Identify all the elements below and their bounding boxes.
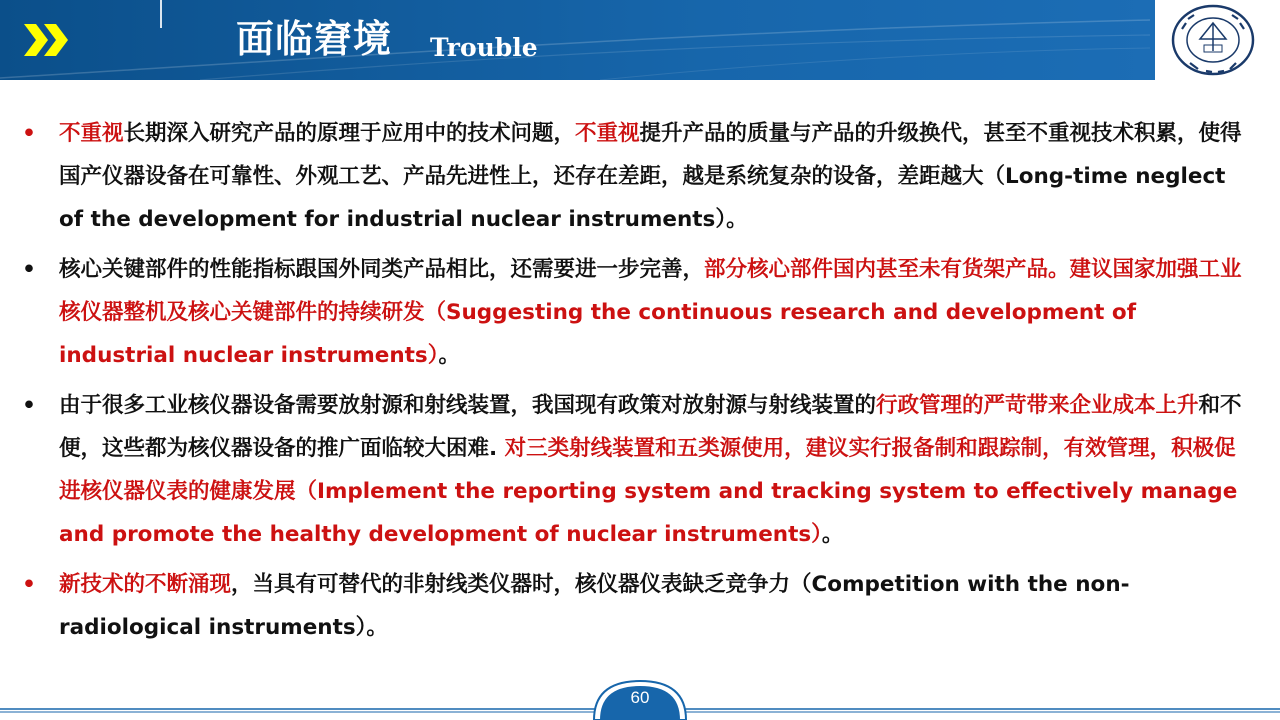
highlighted-text: 不重视 bbox=[575, 121, 640, 146]
highlighted-text: 不重视 bbox=[59, 121, 124, 146]
body-text: ，当具有可替代的非射线类仪器时，核仪器仪表缺乏竞争力（Competition with the non-radiological instruments）。 bbox=[59, 572, 1130, 640]
highlighted-text: 部分核心部件国内甚至未有货架产品。建议国家加强工业核仪器整机及核心关键部件的持续研发（Suggesting the continuous research and development of industrial nuclear instruments） bbox=[59, 257, 1242, 368]
page-number: 60 bbox=[630, 688, 650, 707]
bullet-dot-icon: • bbox=[22, 257, 36, 282]
bullet-item bbox=[22, 248, 1247, 377]
bullet-item bbox=[22, 563, 1247, 649]
header-divider bbox=[160, 0, 162, 28]
bullet-dot-icon: • bbox=[22, 121, 36, 146]
double-chevron-icon bbox=[22, 20, 72, 60]
body-text: 和不便，这些都为核仪器设备的推广面临较大困难. bbox=[59, 393, 1242, 461]
bullet-item bbox=[22, 112, 1247, 241]
body-text: 长期深入研究产品的原理于应用中的技术问题， bbox=[123, 121, 576, 146]
body-text: 。 bbox=[438, 343, 460, 368]
highlighted-text: 对三类射线装置和五类源使用，建议实行报备制和跟踪制，有效管理，积极促进核仪器仪表的健康发展（Implement the reporting system and tracking system to effectively manage and promote the healthy development of nuclear instruments） bbox=[59, 436, 1238, 547]
body-text: 核心关键部件的性能指标跟国外同类产品相比，还需要进一步完善， bbox=[59, 257, 705, 282]
slide-header bbox=[0, 0, 1280, 80]
body-text: 。 bbox=[821, 522, 844, 547]
bullet-dot-icon: • bbox=[22, 572, 36, 597]
highlighted-text: 行政管理的严苛带来企业成本上升 bbox=[876, 393, 1199, 418]
bullet-dot-icon: • bbox=[22, 393, 36, 418]
bullet-list bbox=[22, 112, 1247, 656]
page-subtitle: Trouble bbox=[430, 33, 538, 62]
bullet-item bbox=[22, 384, 1247, 556]
header-decoration bbox=[0, 0, 1280, 80]
body-text: 提升产品的质量与产品的升级换代，甚至不重视技术积累，使得国产仪器设备在可靠性、外观工艺、产品先进性上，还存在差距，越是系统复杂的设备，差距越大（Long-time neglect of the development for industrial nuclear instruments）。 bbox=[59, 121, 1242, 232]
university-seal-logo bbox=[1168, 3, 1258, 77]
body-text: 由于很多工业核仪器设备需要放射源和射线装置，我国现有政策对放射源与射线装置的 bbox=[59, 393, 877, 418]
page-title: 面临窘境 bbox=[236, 17, 393, 61]
highlighted-text: 新技术的不断涌现 bbox=[59, 572, 232, 597]
